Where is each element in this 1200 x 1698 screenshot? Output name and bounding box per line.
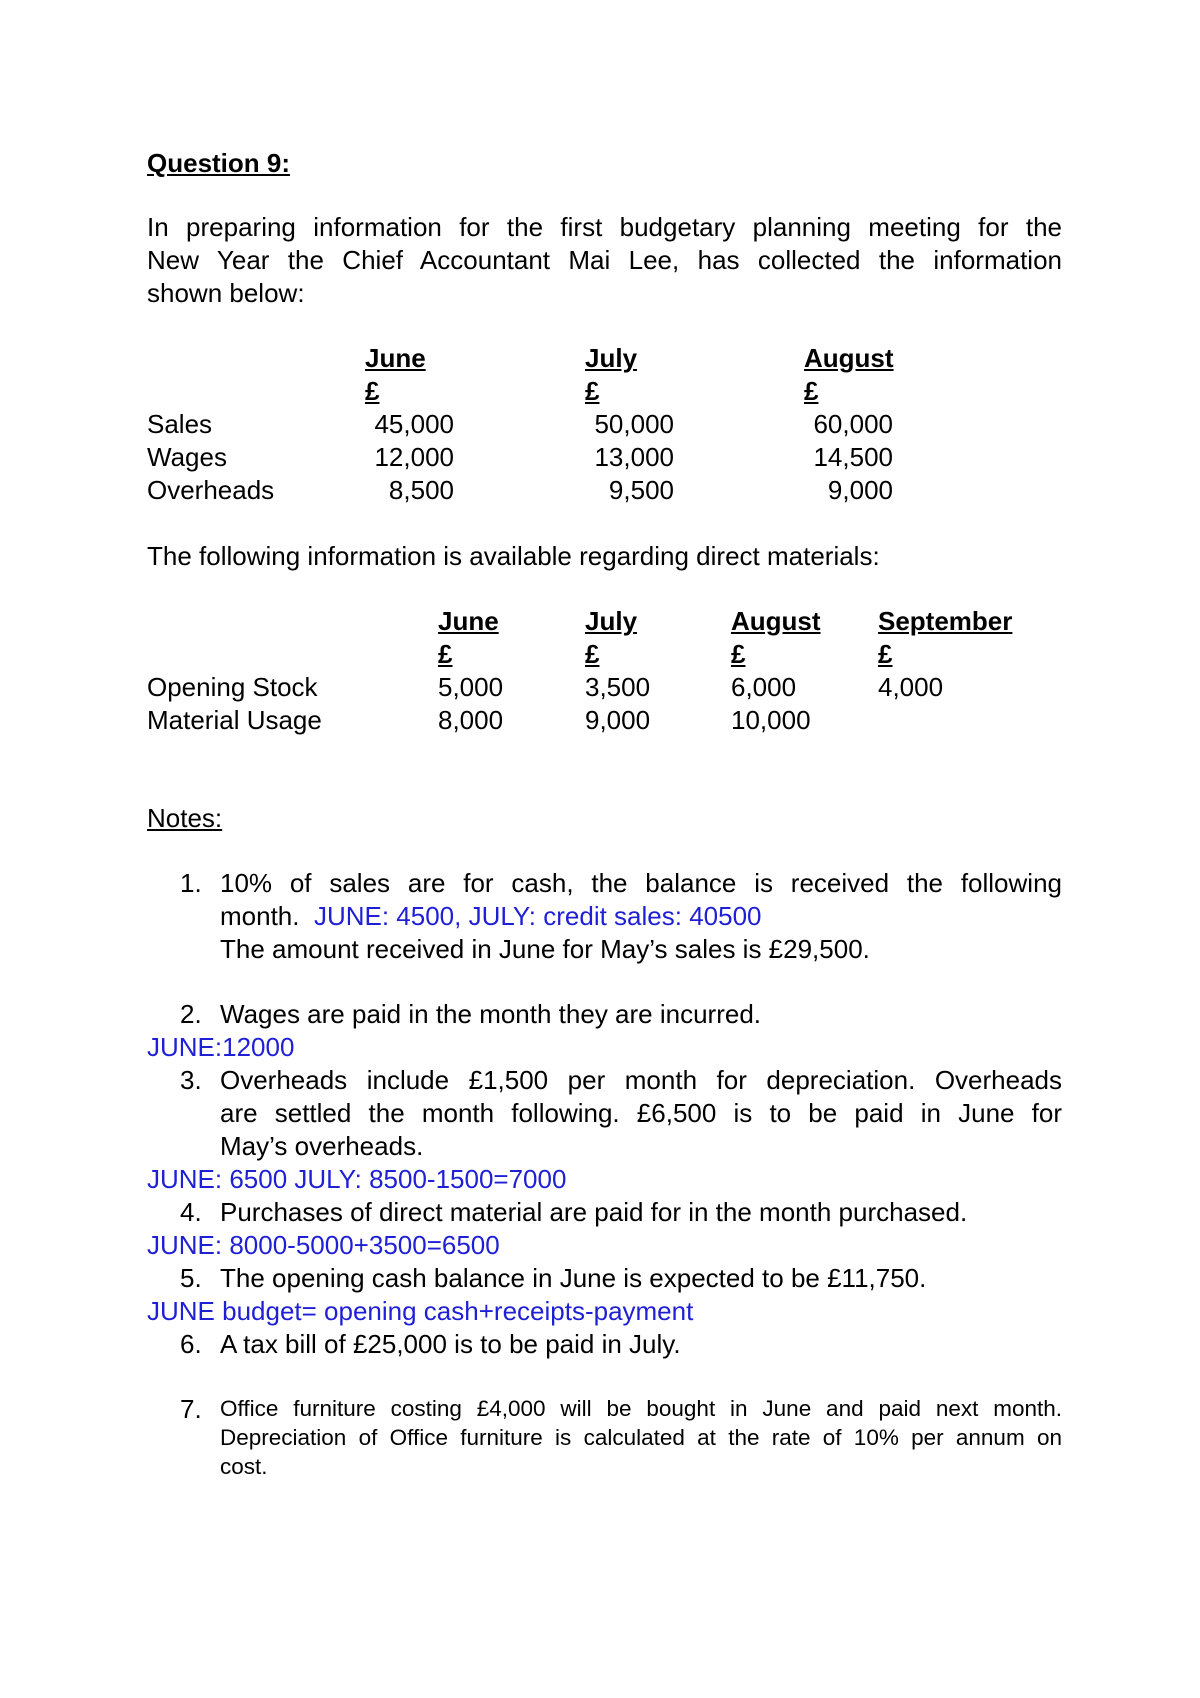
note-text: cost. [220, 1454, 268, 1479]
note-number: 1. [180, 868, 202, 898]
note-1-answer: JUNE: 4500, JULY: credit sales: 40500 [313, 901, 762, 931]
note-text [220, 901, 762, 931]
cell: 14,500 [813, 442, 893, 472]
row-label: Overheads [147, 475, 275, 505]
note-number: 3. [180, 1065, 202, 1095]
note-number: 2. [180, 999, 202, 1029]
note-text: The opening cash balance in June is expected to be £11,750. [220, 1263, 927, 1293]
table2-currency-august: £ [731, 639, 746, 669]
table1-currency-july: £ [585, 376, 600, 406]
row-label: Material Usage [147, 705, 322, 735]
notes-title: Notes: [147, 803, 223, 833]
note-text: are settled the month following. £6,500 is to be paid in June for [220, 1098, 1062, 1128]
table2-header-august: August [731, 606, 821, 636]
intro-line-1: In preparing information for the first budgetary planning meeting for the [147, 212, 1062, 242]
table2-header-september: September [878, 606, 1013, 636]
note-text: 10% of sales are for cash, the balance is received the following [220, 868, 1062, 898]
row-label: Opening Stock [147, 672, 318, 702]
note-3-answer: JUNE: 6500 JULY: 8500-1500=7000 [147, 1164, 567, 1194]
cell: 4,000 [878, 672, 944, 702]
note-4-answer: JUNE: 8000-5000+3500=6500 [147, 1230, 500, 1260]
note-2-answer: JUNE:12000 [147, 1032, 295, 1062]
note-text: The amount received in June for May’s sales is £29,500. [220, 934, 870, 964]
note-number: 6. [180, 1329, 202, 1359]
table2-header-july: July [585, 606, 638, 636]
row-label: Sales [147, 409, 213, 439]
row-label: Wages [147, 442, 227, 472]
table1-currency-june: £ [365, 376, 380, 406]
cell: 50,000 [594, 409, 674, 439]
note-text: Wages are paid in the month they are incurred. [220, 999, 761, 1029]
note-text: A tax bill of £25,000 is to be paid in July. [220, 1329, 681, 1359]
cell: 8,000 [438, 705, 504, 735]
cell: 60,000 [813, 409, 893, 439]
note-number: 7. [180, 1394, 202, 1424]
cell: 12,000 [374, 442, 454, 472]
note-text-part: month. [220, 901, 300, 931]
cell: 5,000 [438, 672, 504, 702]
cell: 13,000 [594, 442, 674, 472]
table2-currency-july: £ [585, 639, 600, 669]
note-5-answer: JUNE budget= opening cash+receipts-payment [147, 1296, 694, 1326]
intro-line-3: shown below: [147, 278, 305, 308]
note-text: Overheads include £1,500 per month for depreciation. Overheads [220, 1065, 1062, 1095]
cell: 9,500 [608, 475, 674, 505]
cell: 10,000 [731, 705, 811, 735]
materials-intro: The following information is available regarding direct materials: [147, 541, 880, 571]
note-text: Office furniture costing £4,000 will be bought in June and paid next month. [220, 1396, 1062, 1421]
cell: 9,000 [827, 475, 893, 505]
table1-header-july: July [585, 343, 638, 373]
note-number: 5. [180, 1263, 202, 1293]
cell: 8,500 [388, 475, 454, 505]
intro-line-2: New Year the Chief Accountant Mai Lee, has collected the information [147, 245, 1062, 275]
table1-header-august: August [804, 343, 894, 373]
table1-header-june: June [365, 343, 426, 373]
table2-currency-september: £ [878, 639, 893, 669]
note-number: 4. [180, 1197, 202, 1227]
table2-header-june: June [438, 606, 499, 636]
question-title: Question 9: [147, 148, 291, 178]
table1-currency-august: £ [804, 376, 819, 406]
note-text: Depreciation of Office furniture is calculated at the rate of 10% per annum on [220, 1425, 1062, 1450]
table2-currency-june: £ [438, 639, 453, 669]
cell: 6,000 [731, 672, 797, 702]
cell: 3,500 [585, 672, 651, 702]
cell: 9,000 [585, 705, 651, 735]
note-text: Purchases of direct material are paid for in the month purchased. [220, 1197, 968, 1227]
cell: 45,000 [374, 409, 454, 439]
note-text: May’s overheads. [220, 1131, 424, 1161]
